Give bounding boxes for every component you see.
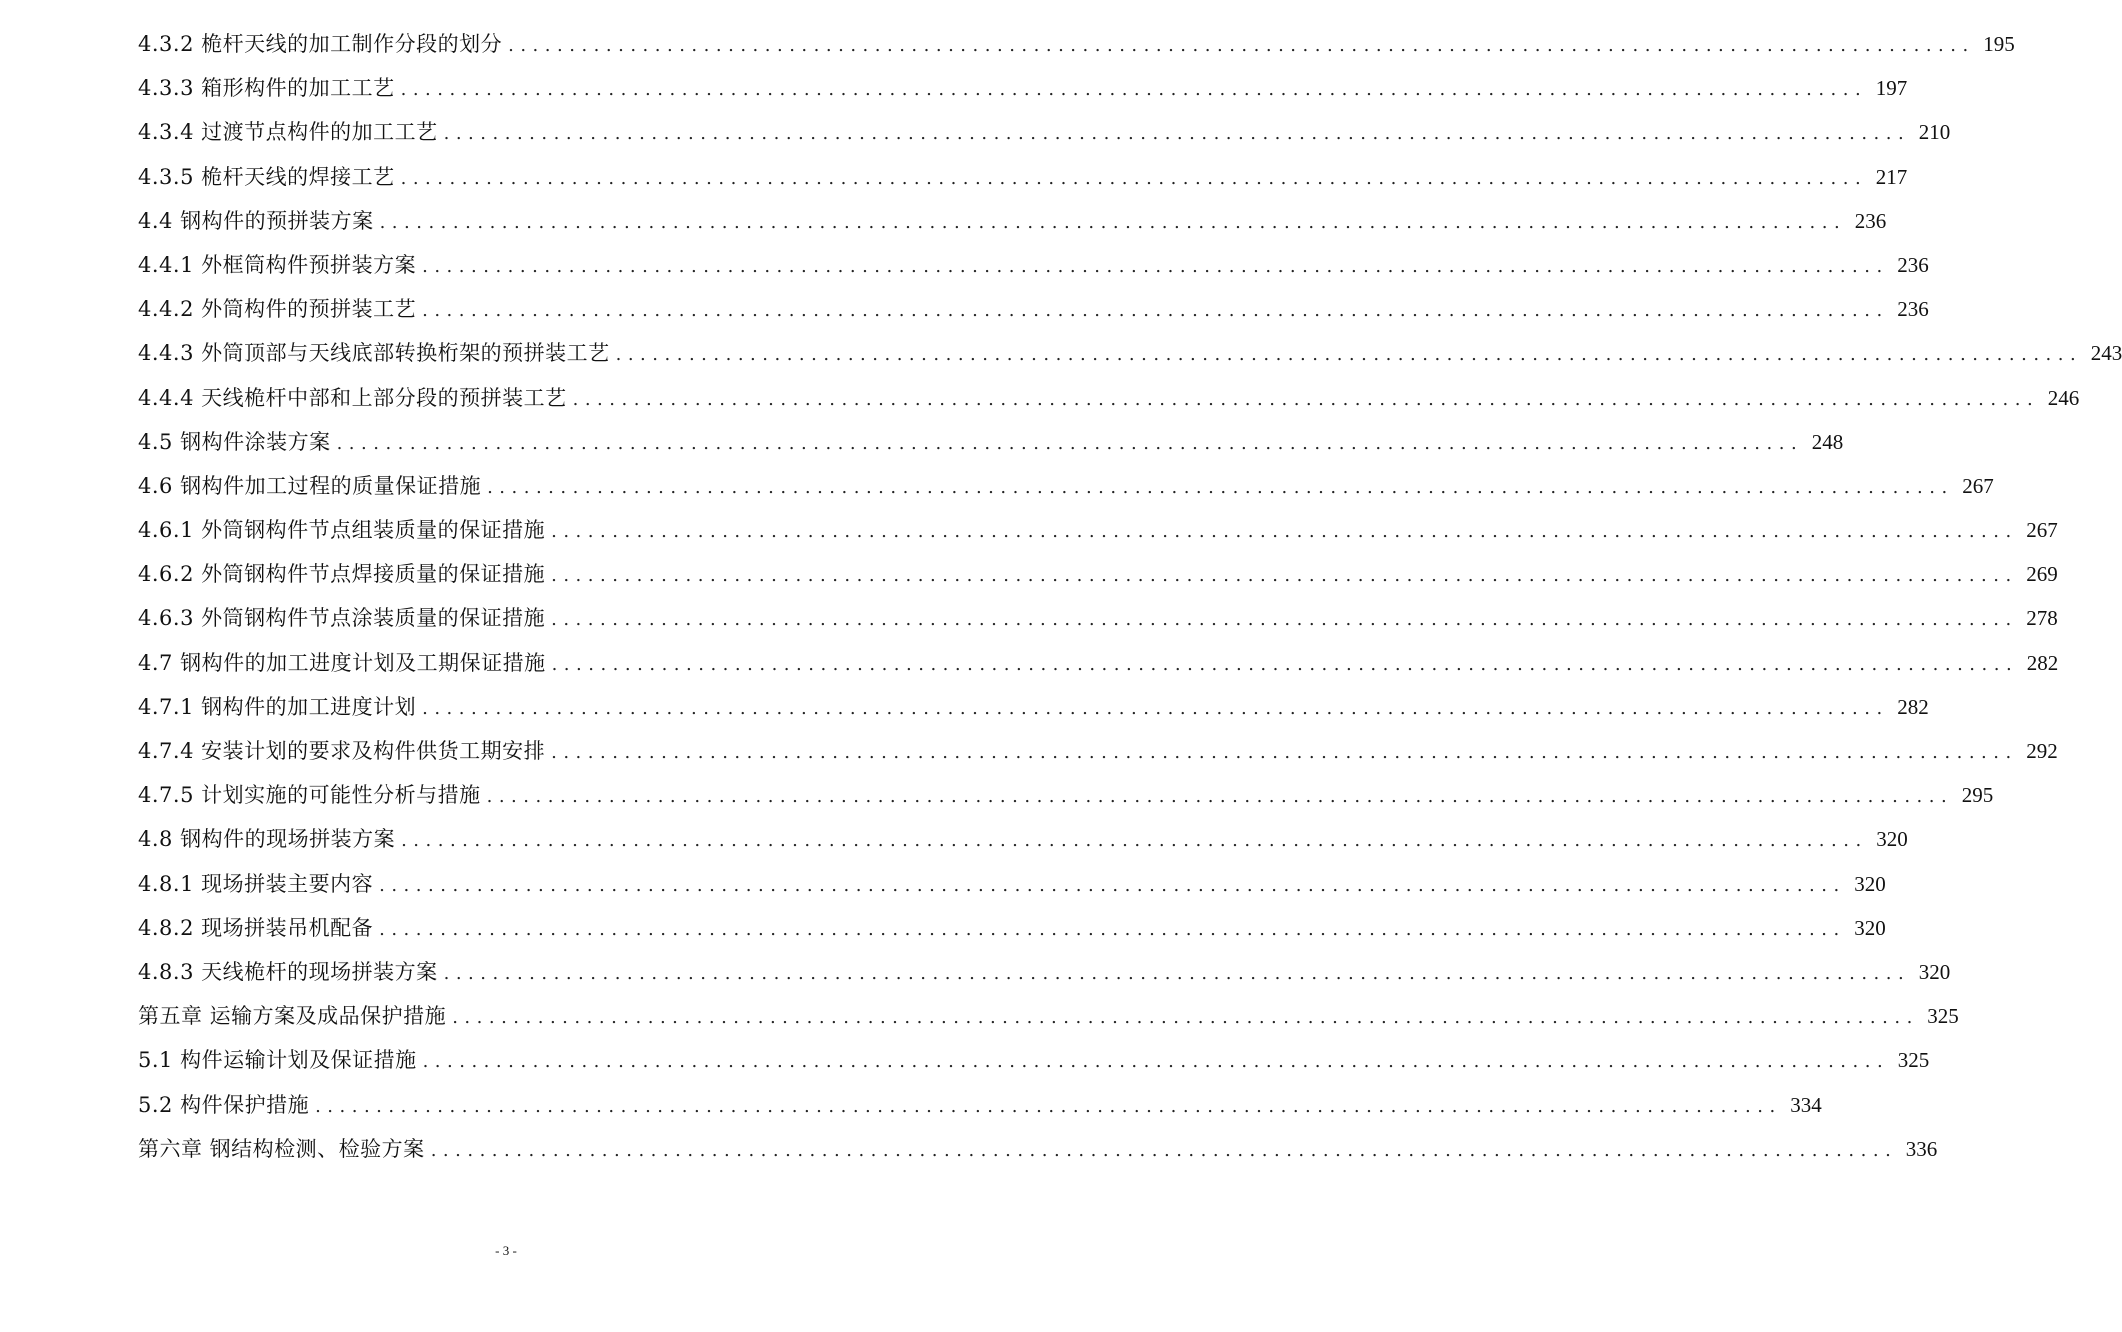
toc-leader-dots: ........................................................................................................................: [551, 742, 2018, 763]
toc-entry[interactable]: [138, 1133, 1938, 1177]
toc-entry-page: 217: [1875, 164, 1908, 189]
toc-entry-title: 第六章 钢结构检测、检验方案: [138, 1136, 425, 1161]
toc-entry-page: 282: [2026, 650, 2059, 675]
toc-entry-page: 320: [1854, 915, 1886, 940]
toc-entry[interactable]: [138, 956, 1951, 1000]
toc-entry-page: 325: [1897, 1048, 1930, 1073]
toc-entry[interactable]: [138, 823, 1908, 867]
page-number: - 3 -: [495, 1243, 517, 1258]
toc-entry-title: 4.6.1 外筒钢构件节点组装质量的保证措施: [138, 518, 546, 543]
toc-entry[interactable]: [138, 647, 2059, 691]
toc-leader-dots: ........................................................................................................................: [508, 35, 1975, 56]
toc-leader-dots: ........................................................................................................................: [401, 830, 1868, 852]
toc-entry[interactable]: [138, 912, 1886, 956]
toc-entry[interactable]: [138, 470, 1994, 514]
toc-entry[interactable]: [138, 249, 1929, 293]
toc-leader-dots: ........................................................................................................................: [572, 388, 2040, 410]
toc-entry[interactable]: [138, 28, 2015, 72]
toc-entry-page: 248: [1811, 429, 1844, 454]
toc-entry[interactable]: [138, 514, 2058, 558]
toc-entry-title: 4.6 钢构件加工过程的质量保证措施: [138, 473, 482, 498]
toc-leader-dots: ........................................................................................................................: [400, 79, 1868, 101]
toc-entry-page: 236: [1854, 208, 1887, 233]
toc-entry-title: 4.5 钢构件涂装方案: [138, 429, 331, 454]
toc-leader-dots: ........................................................................................................................: [422, 300, 1889, 322]
toc-leader-dots: ........................................................................................................................: [336, 432, 1804, 454]
toc-entry[interactable]: [138, 779, 1994, 823]
toc-entry-title: 4.7.4 安装计划的要求及构件供货工期安排: [138, 739, 546, 763]
toc-leader-dots: ........................................................................................................................: [551, 521, 2018, 543]
toc-entry[interactable]: [138, 1000, 1959, 1044]
toc-entry-page: 246: [2047, 385, 2080, 410]
toc-entry[interactable]: [138, 426, 1844, 470]
toc-entry-title: 4.4.4 天线桅杆中部和上部分段的预拼装工艺: [138, 385, 567, 410]
toc-entry-title: 4.7.1 钢构件的加工进度计划: [138, 694, 417, 719]
toc-leader-dots: ........................................................................................................................: [487, 476, 1954, 498]
toc-entry[interactable]: [138, 72, 1908, 116]
toc-leader-dots: ........................................................................................................................: [551, 653, 2019, 675]
toc-entry-page: 195: [1983, 32, 2015, 56]
toc-entry-title: 5.2 构件保护措施: [138, 1092, 310, 1117]
toc-entry-title: 4.8 钢构件的现场拼装方案: [138, 827, 396, 852]
toc-entry-page: 267: [1962, 473, 1994, 498]
toc-entry-page: 320: [1854, 871, 1886, 896]
toc-entry-page: 269: [2026, 562, 2058, 587]
toc-entry-page: 236: [1897, 252, 1929, 277]
toc-entry-page: 320: [1918, 959, 1951, 984]
toc-entry-title: 4.4.2 外筒构件的预拼装工艺: [138, 297, 417, 322]
toc-entry[interactable]: [138, 691, 1929, 735]
toc-leader-dots: ........................................................................................................................: [379, 918, 1846, 940]
toc-leader-dots: ........................................................................................................................: [443, 962, 1911, 984]
toc-entry-page: 197: [1875, 76, 1908, 101]
toc-entry[interactable]: [138, 116, 1951, 160]
toc-entry[interactable]: [138, 161, 1908, 205]
toc-entry-title: 5.1 构件运输计划及保证措施: [138, 1048, 417, 1073]
toc-leader-dots: ........................................................................................................................: [379, 211, 1847, 233]
toc-entry[interactable]: [138, 558, 2058, 602]
toc-entry-title: 4.3.5 桅杆天线的焊接工艺: [138, 164, 395, 189]
toc-entry[interactable]: [138, 337, 2122, 381]
toc-entry-title: 4.7 钢构件的加工进度计划及工期保证措施: [138, 650, 546, 675]
toc-entry-page: 334: [1790, 1092, 1822, 1117]
toc-entry[interactable]: [138, 382, 2080, 426]
toc-entry-title: 4.6.2 外筒钢构件节点焊接质量的保证措施: [138, 562, 546, 587]
toc-entry[interactable]: [138, 868, 1886, 912]
toc-entry-title: 4.7.5 计划实施的可能性分析与措施: [138, 783, 481, 808]
toc-leader-dots: ........................................................................................................................: [422, 255, 1889, 277]
toc-entry-title: 4.4.3 外筒顶部与天线底部转换桁架的预拼装工艺: [138, 341, 610, 366]
toc-entry-title: 4.3.4 过渡节点构件的加工工艺: [138, 120, 438, 145]
toc-entry-title: 第五章 运输方案及成品保护措施: [138, 1004, 447, 1029]
toc-leader-dots: ........................................................................................................................: [486, 786, 1954, 808]
toc-entry[interactable]: [138, 1044, 1930, 1088]
toc-entry-title: 4.6.3 外筒钢构件节点涂装质量的保证措施: [138, 606, 546, 631]
toc-entry-page: 336: [1905, 1136, 1938, 1161]
toc-leader-dots: ........................................................................................................................: [615, 344, 2083, 366]
toc-entry-page: 320: [1876, 827, 1908, 852]
toc-entry-page: 236: [1897, 297, 1929, 322]
toc-leader-dots: ........................................................................................................................: [551, 565, 2018, 587]
toc-entry-title: 4.4 钢构件的预拼装方案: [138, 208, 374, 233]
toc-entry[interactable]: [138, 1089, 1822, 1133]
toc-leader-dots: ........................................................................................................................: [400, 167, 1868, 189]
toc-leader-dots: ........................................................................................................................: [422, 1051, 1890, 1073]
toc-entry-page: 325: [1927, 1004, 1959, 1029]
toc-entry-page: 210: [1918, 120, 1951, 145]
toc-entry[interactable]: [138, 293, 1929, 337]
toc-entry-page: 267: [2026, 518, 2058, 543]
toc-entry-title: 4.8.3 天线桅杆的现场拼装方案: [138, 959, 438, 984]
toc-entry-page: 292: [2026, 739, 2058, 763]
toc-entry-title: 4.8.1 现场拼装主要内容: [138, 871, 374, 896]
toc-leader-dots: ........................................................................................................................: [315, 1095, 1782, 1117]
toc-leader-dots: ........................................................................................................................: [551, 609, 2018, 631]
toc-entry-title: 4.8.2 现场拼装吊机配备: [138, 915, 374, 940]
toc-leader-dots: ........................................................................................................................: [452, 1007, 1919, 1029]
toc-entry[interactable]: [138, 205, 1887, 249]
toc-leader-dots: ........................................................................................................................: [422, 697, 1889, 719]
toc-entry-page: 243: [2090, 341, 2122, 366]
toc-leader-dots: ........................................................................................................................: [443, 123, 1911, 145]
toc-leader-dots: ........................................................................................................................: [379, 874, 1846, 896]
toc-entry-title: 4.3.2 桅杆天线的加工制作分段的划分: [138, 32, 503, 56]
toc-entry[interactable]: [138, 602, 2058, 646]
toc-entry-page: 278: [2026, 606, 2058, 631]
toc-entry-title: 4.3.3 箱形构件的加工工艺: [138, 76, 395, 101]
toc-entry-page: 295: [1961, 783, 1994, 808]
table-of-contents: [138, 28, 2122, 1177]
toc-entry-page: 282: [1897, 694, 1929, 719]
toc-entry-title: 4.4.1 外框筒构件预拼装方案: [138, 252, 417, 277]
toc-leader-dots: ........................................................................................................................: [430, 1139, 1898, 1161]
toc-entry[interactable]: [138, 735, 2058, 779]
